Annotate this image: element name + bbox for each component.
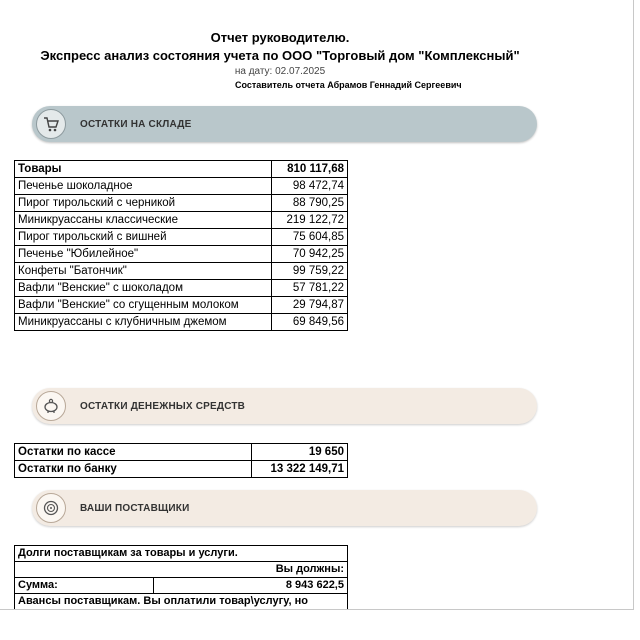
report-author: Составитель отчета Абрамов Геннадий Сергеевич — [235, 80, 462, 90]
supplier-you-owe: Вы должны: — [15, 562, 348, 578]
table-row — [15, 178, 348, 195]
cash-table — [14, 443, 348, 478]
stock-item-value: 29 794,87 — [272, 297, 348, 314]
table-row — [15, 212, 348, 229]
table-row — [15, 297, 348, 314]
section-label-suppliers: ВАШИ ПОСТАВЩИКИ — [80, 502, 190, 514]
section-banner-cash — [32, 388, 537, 424]
stock-item-name: Вафли "Венские" со сгущенным молоком — [15, 297, 272, 314]
stock-table — [14, 160, 348, 331]
supplier-sum-label: Сумма: — [15, 578, 154, 594]
stock-item-name: Миникруассаны классические — [15, 212, 272, 229]
stock-item-value: 75 604,85 — [272, 229, 348, 246]
cash-row-name: Остатки по банку — [15, 461, 252, 478]
table-row — [15, 280, 348, 297]
table-row — [15, 246, 348, 263]
stock-item-name: Пирог тирольский с черникой — [15, 195, 272, 212]
table-row — [15, 594, 348, 610]
supplier-debts-title: Долги поставщикам за товары и услуги. — [15, 546, 348, 562]
table-row — [15, 195, 348, 212]
stock-header-total: 810 117,68 — [272, 161, 348, 178]
stock-item-name: Печенье "Юбилейное" — [15, 246, 272, 263]
suppliers-table — [14, 545, 348, 609]
page-bottom-border — [0, 609, 634, 610]
piggy-bank-icon — [36, 391, 66, 421]
table-row — [15, 229, 348, 246]
cash-row-value: 19 650 — [252, 444, 348, 461]
supplier-sum-value: 8 943 622,5 — [154, 578, 348, 594]
page-right-border — [633, 0, 634, 610]
stock-item-name: Конфеты "Батончик" — [15, 263, 272, 280]
supplier-advances-title: Авансы поставщикам. Вы оплатили товар\услугу, но — [15, 594, 348, 610]
coins-icon — [36, 493, 66, 523]
table-row — [15, 461, 348, 478]
section-banner-stock — [32, 106, 537, 142]
stock-item-value: 69 849,56 — [272, 314, 348, 331]
stock-header-name: Товары — [15, 161, 272, 178]
cash-row-value: 13 322 149,71 — [252, 461, 348, 478]
stock-item-name: Вафли "Венские" с шоколадом — [15, 280, 272, 297]
stock-item-value: 219 122,72 — [272, 212, 348, 229]
stock-item-name: Печенье шоколадное — [15, 178, 272, 195]
table-row — [15, 263, 348, 280]
report-subtitle: Экспресс анализ состояния учета по ООО "Торговый дом "Комплексный" — [40, 48, 520, 63]
stock-item-value: 57 781,22 — [272, 280, 348, 297]
section-label-stock: ОСТАТКИ НА СКЛАДЕ — [80, 118, 192, 130]
stock-header-row — [15, 161, 348, 178]
stock-item-value: 70 942,25 — [272, 246, 348, 263]
stock-item-name: Пирог тирольский с вишней — [15, 229, 272, 246]
cash-row-name: Остатки по кассе — [15, 444, 252, 461]
table-row — [15, 546, 348, 562]
table-row — [15, 444, 348, 461]
table-row — [15, 578, 348, 594]
stock-item-name: Миникруассаны с клубничным джемом — [15, 314, 272, 331]
report-date: на дату: 02.07.2025 — [234, 66, 326, 77]
table-row — [15, 314, 348, 331]
section-label-cash: ОСТАТКИ ДЕНЕЖНЫХ СРЕДСТВ — [80, 400, 246, 412]
section-banner-suppliers — [32, 490, 537, 526]
report-title: Отчет руководителю. — [210, 30, 350, 45]
cart-icon — [36, 109, 66, 139]
stock-item-value: 88 790,25 — [272, 195, 348, 212]
stock-item-value: 98 472,74 — [272, 178, 348, 195]
table-row — [15, 562, 348, 578]
stock-item-value: 99 759,22 — [272, 263, 348, 280]
